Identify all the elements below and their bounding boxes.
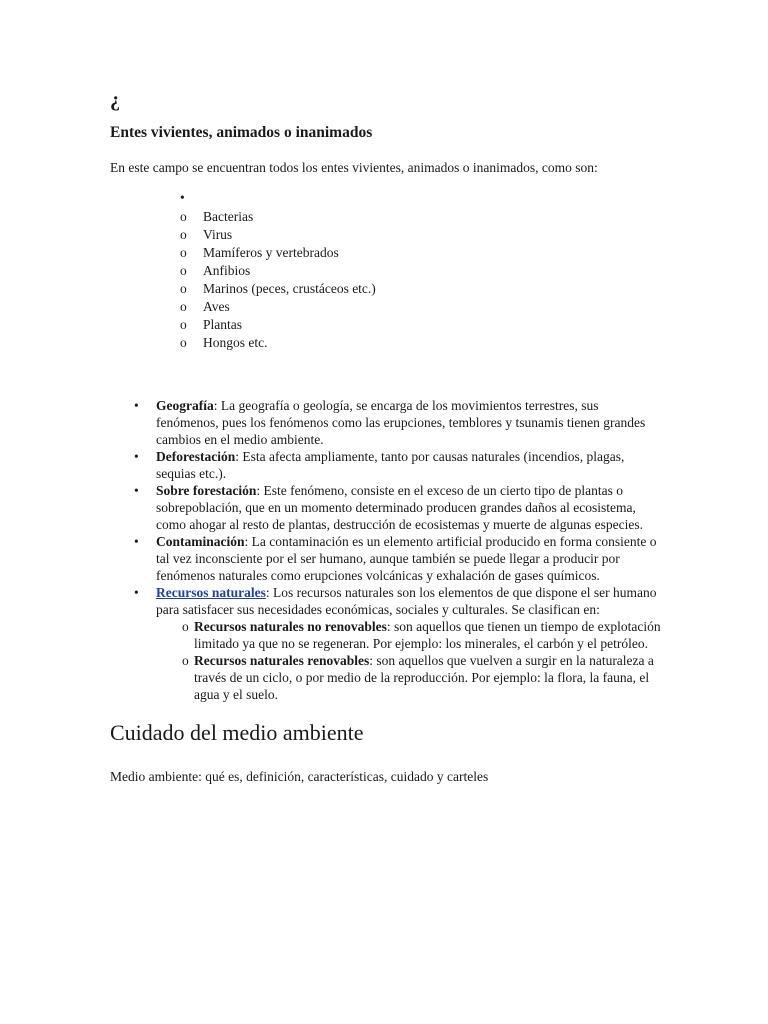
topic-text: : La geografía o geología, se encarga de los movimientos terrestres, sus fenómenos, pues los fenómenos como las erupciones, temblores y tsunamis tienen grandes cambios en el medio ambiente. xyxy=(156,398,646,447)
question-mark-heading: ¿ xyxy=(110,89,120,111)
list-item: o Mamíferos y vertebrados xyxy=(110,244,670,262)
resource-renovables xyxy=(156,652,664,703)
topic-text: : La contaminación es un elemento artificial producido en forma consiente o tal vez inconsciente por el ser humano, aunque también se puede llegar a producir por fenómenos naturales como erupciones volcánicas y exhalación de gases químicos. xyxy=(156,534,657,583)
topic-text: : Este fenómeno, consiste en el exceso de un cierto tipo de plantas o sobrepoblación, que en un momento determinado producen grandes daños al ecosistema, como ahogar al resto de plantas, destrucción de ecosistemas y muerte de algunas especies. xyxy=(156,483,643,532)
resource-text: : son aquellos que tienen un tiempo de explotación limitado ya que no se regeneran. Por ejemplo: los minerales, el carbón y el petróleo. xyxy=(194,619,661,651)
intro-paragraph: En este campo se encuentran todos los entes vivientes, animados o inanimados, como son: xyxy=(110,160,598,175)
topic-text: : Los recursos naturales son los elementos de que dispone el ser humano para satisfacer sus necesidades económicas, sociales y culturales. Se clasifican en: xyxy=(156,585,657,617)
topic-text: : Esta afecta ampliamente, tanto por causas naturales (incendios, plagas, sequias etc.). xyxy=(156,449,625,481)
topic-recursos-naturales xyxy=(110,584,660,703)
topic-term: Geografía xyxy=(156,398,214,413)
topics-list xyxy=(110,397,670,703)
list-item: o Virus xyxy=(110,226,670,244)
section-title: Entes vivientes, animados o inanimados xyxy=(110,124,373,141)
resource-term: Recursos naturales renovables xyxy=(194,653,370,668)
topic-contaminacion xyxy=(110,533,660,584)
footer-paragraph: Medio ambiente: qué es, definición, características, cuidado y carteles xyxy=(110,769,489,784)
resource-text: : son aquellos que vuelven a surgir en la naturaleza a través de un ciclo, o por medio de la reproducción. Por ejemplo: la flora, la fauna, el agua y el suelo. xyxy=(194,653,654,702)
empty-bullet xyxy=(110,190,670,208)
list-item: o Marinos (peces, crustáceos etc.) xyxy=(110,280,670,298)
topic-geografia xyxy=(110,397,660,448)
topic-deforestacion xyxy=(110,448,660,482)
list-item: o Anfibios xyxy=(110,262,670,280)
topic-sobre-forestacion xyxy=(110,482,660,533)
topic-term: Sobre forestación xyxy=(156,483,257,498)
big-heading: Cuidado del medio ambiente xyxy=(110,720,364,745)
list-item: o Aves xyxy=(110,298,670,316)
resource-no-renovables xyxy=(156,618,664,652)
recursos-naturales-link[interactable]: Recursos naturales xyxy=(156,585,266,600)
topic-term: Contaminación xyxy=(156,534,245,549)
list-item: o Plantas xyxy=(110,316,670,334)
document-page xyxy=(110,88,670,785)
living-beings-list xyxy=(110,208,670,352)
list-item: o Bacterias xyxy=(110,208,670,226)
list-item: o Hongos etc. xyxy=(110,334,670,352)
topic-term: Deforestación xyxy=(156,449,236,464)
resources-sublist xyxy=(156,618,660,703)
resource-term: Recursos naturales no renovables xyxy=(194,619,387,634)
